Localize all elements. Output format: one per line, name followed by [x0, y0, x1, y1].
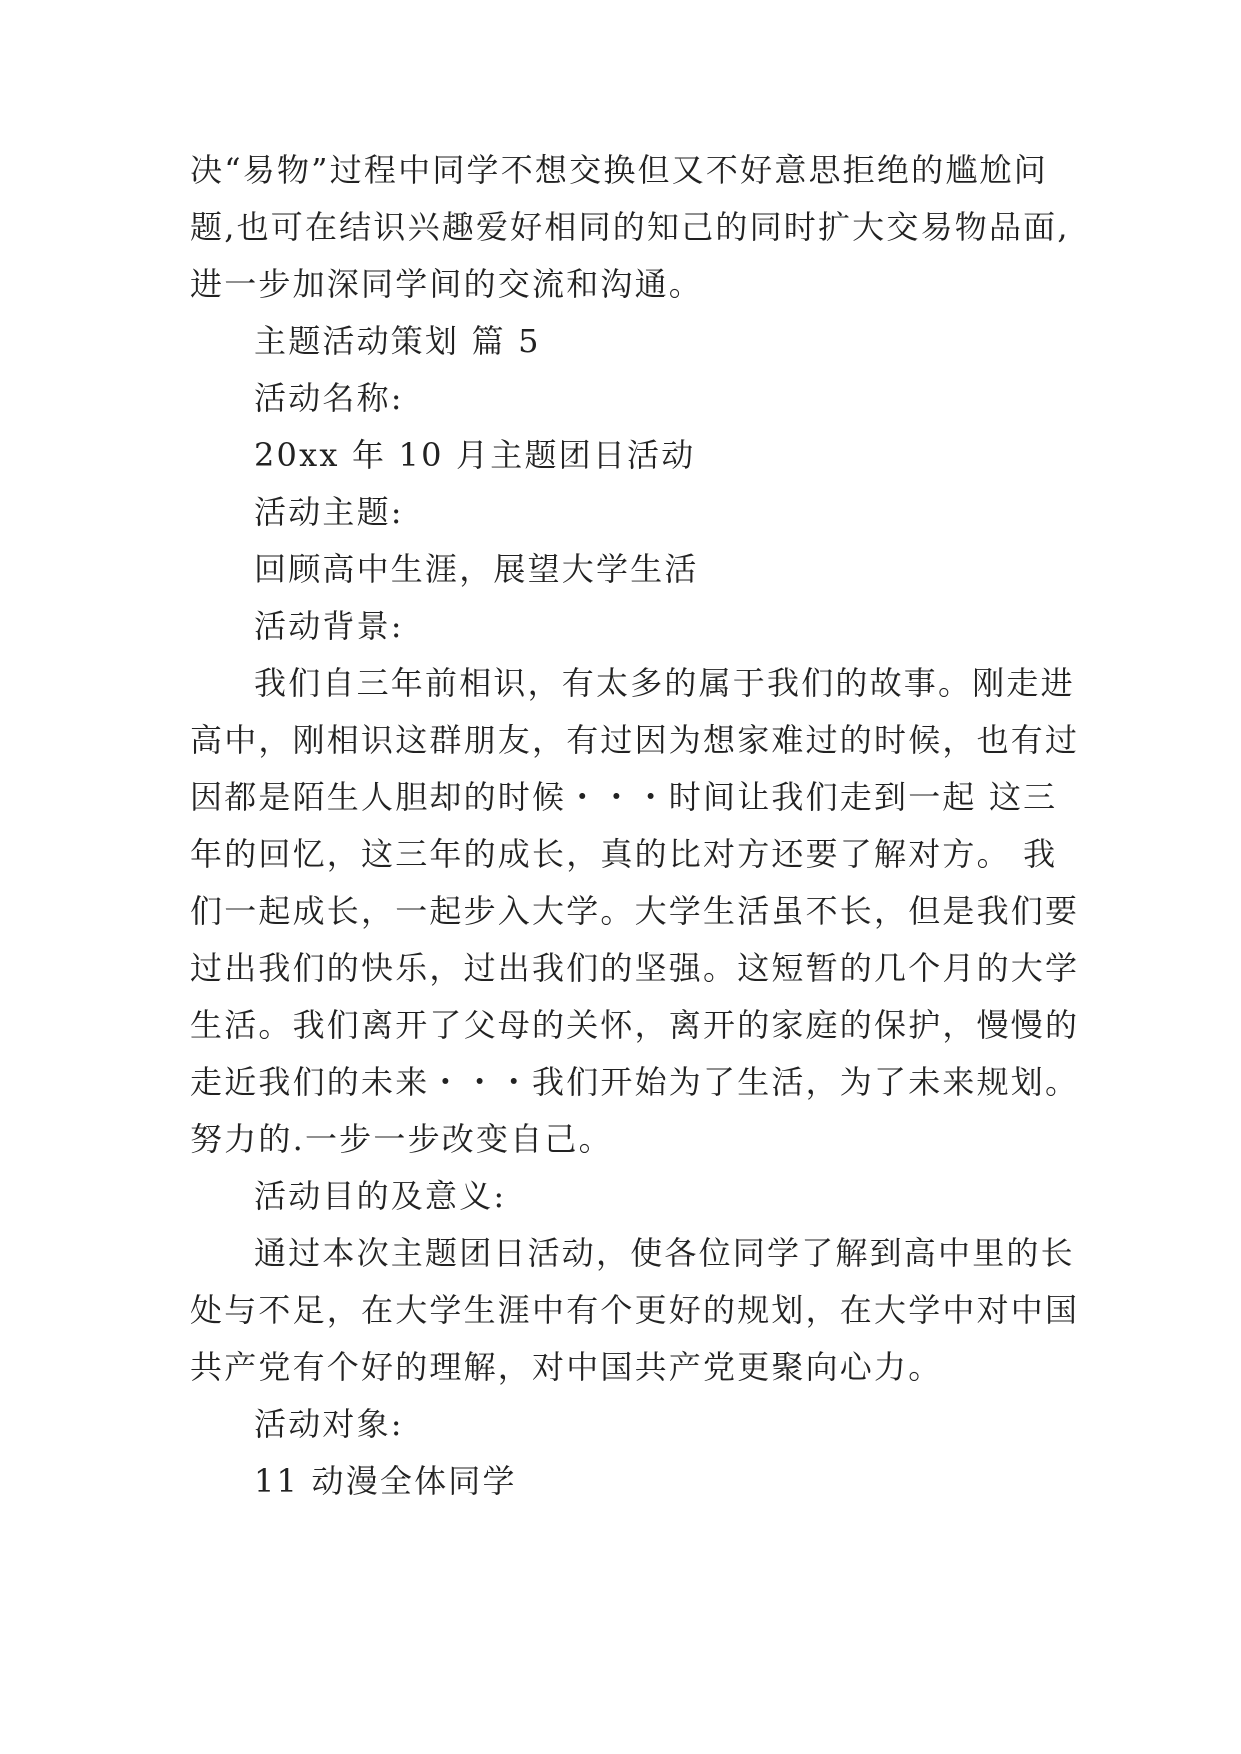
body-text-line: 走近我们的未来・・・我们开始为了生活，为了未来规划。: [190, 1063, 1080, 1101]
body-text-line: 通过本次主题团日活动，使各位同学了解到高中里的长: [254, 1234, 1075, 1272]
body-text-line: 题,也可在结识兴趣爱好相同的知己的同时扩大交易物品面,: [190, 208, 1070, 246]
field-label: 活动目的及意义:: [254, 1177, 507, 1215]
body-text-line: 过出我们的快乐，过出我们的坚强。这短暂的几个月的大学: [190, 949, 1080, 987]
field-label: 活动名称:: [254, 379, 404, 417]
field-label: 活动对象:: [254, 1405, 404, 1443]
body-text-line: 决“易物”过程中同学不想交换但又不好意思拒绝的尴尬问: [190, 151, 1048, 189]
body-text-line: 处与不足，在大学生涯中有个更好的规划，在大学中对中国: [190, 1291, 1080, 1329]
body-text-line: 高中，刚相识这群朋友，有过因为想家难过的时候，也有过: [190, 721, 1080, 759]
field-value: 回顾高中生涯，展望大学生活: [254, 550, 699, 588]
body-text-line: 共产党有个好的理解，对中国共产党更聚向心力。: [190, 1348, 943, 1386]
section-heading: 主题活动策划 篇 5: [254, 322, 541, 360]
body-text-line: 因都是陌生人胆却的时候・・・时间让我们走到一起 这三: [190, 778, 1058, 816]
body-text-line: 我们自三年前相识，有太多的属于我们的故事。刚走进: [254, 664, 1075, 702]
body-text-line: 进一步加深同学间的交流和沟通。: [190, 265, 704, 303]
field-value: 11 动漫全体同学: [254, 1462, 517, 1500]
field-value: 20xx 年 10 月主题团日活动: [254, 436, 696, 474]
field-label: 活动主题:: [254, 493, 404, 531]
body-text-line: 生活。我们离开了父母的关怀，离开的家庭的保护，慢慢的: [190, 1006, 1080, 1044]
body-text-line: 年的回忆，这三年的成长，真的比对方还要了解对方。 我: [190, 835, 1058, 873]
body-text-line: 们一起成长，一起步入大学。大学生活虽不长，但是我们要: [190, 892, 1080, 930]
field-label: 活动背景:: [254, 607, 404, 645]
body-text-line: 努力的.一步一步改变自己。: [190, 1120, 613, 1158]
